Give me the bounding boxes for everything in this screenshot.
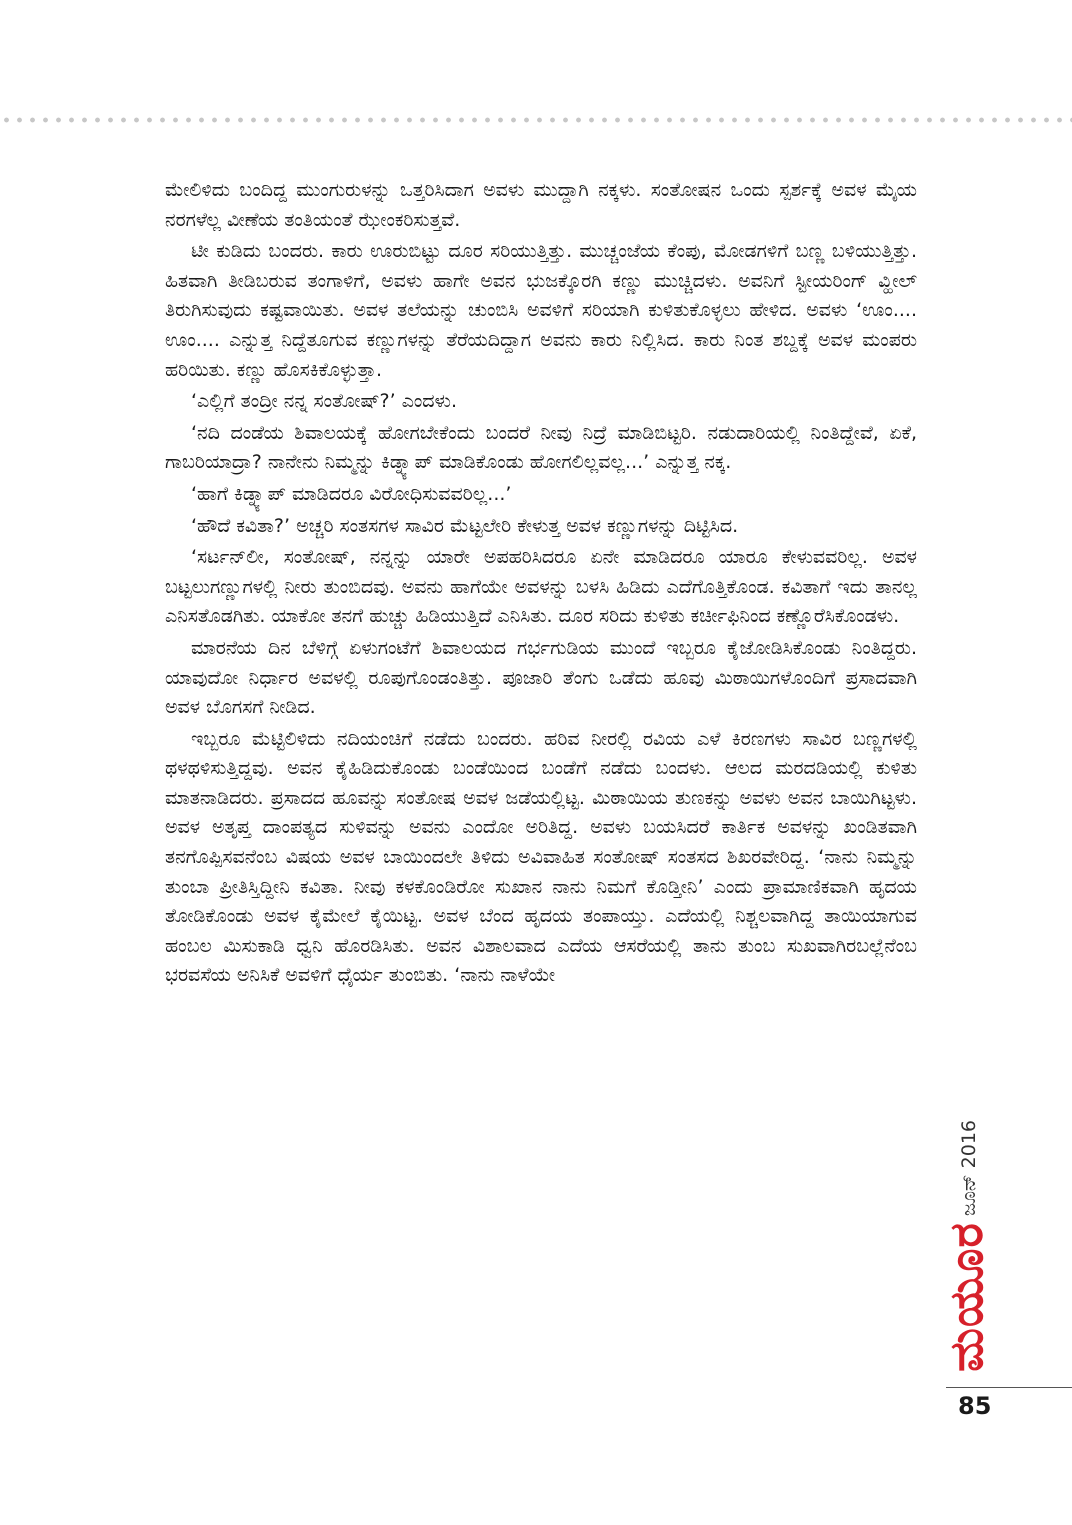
paragraph: ಟೀ ಕುಡಿದು ಬಂದರು. ಕಾರು ಊರುಬಿಟ್ಟು ದೂರ ಸರಿಯುತ್ತಿತ್ತು. ಮುಚ್ಚಂಜೆಯ ಕೆಂಪು, ಮೋಡಗಳಿಗೆ ಬಣ್ಣ ಬಳಿಯುತ್ತಿತ್ತು. ಹಿತವಾಗಿ ತೀಡಿಬರುವ ತಂಗಾಳಿಗೆ, ಅವಳು ಹಾಗೇ ಅವನ ಭುಜಕ್ಕೊರಗಿ ಕಣ್ಣು ಮುಚ್ಚಿದಳು. ಅವನಿಗೆ ಸ್ಟೀಯರಿಂಗ್ ವ್ಹೀಲ್ ತಿರುಗಿಸುವುದು ಕಷ್ಟವಾಯಿತು. ಅವಳ ತಲೆಯನ್ನು ಚುಂಬಿಸಿ ಅವಳಿಗೆ ಸರಿಯಾಗಿ ಕುಳಿತುಕೊಳ್ಳಲು ಹೇಳಿದ. ಅವಳು ‘ಊಂ.... ಊಂ.... ಎನ್ನುತ್ತ ನಿದ್ದೆತೂಗುವ ಕಣ್ಣುಗಳನ್ನು ತೆರೆಯದಿದ್ದಾಗ ಅವನು ಕಾರು ನಿಲ್ಲಿಸಿದ. ಕಾರು ನಿಂತ ಶಬ್ದಕ್ಕೆ ಅವಳ ಮಂಪರು ಹರಿಯಿತು. ಕಣ್ಣು ಹೊಸಕಿಕೊಳ್ಳುತ್ತಾ. [165,240,917,381]
dialogue-line: ‘ಎಲ್ಲಿಗೆ ತಂದ್ರೀ ನನ್ನ ಸಂತೋಷ್?’ ಎಂದಳು. [191,390,457,413]
paragraph: ಮಾರನೆಯ ದಿನ ಬೆಳಿಗ್ಗೆ ಏಳುಗಂಟೆಗೆ ಶಿವಾಲಯದ ಗರ್ಭಗುಡಿಯ ಮುಂದೆ ಇಬ್ಬರೂ ಕೈಜೋಡಿಸಿಕೊಂಡು ನಿಂತಿದ್ದರು. ಯಾವುದೋ ನಿರ್ಧಾರ ಅವಳಲ್ಲಿ ರೂಪುಗೊಂಡಂತಿತ್ತು. ಪೂಜಾರಿ ತೆಂಗು ಒಡೆದು ಹೂವು ಮಿಠಾಯಿಗಳೊಂದಿಗೆ ಪ್ರಸಾದವಾಗಿ ಅವಳ ಬೊಗಸಗೆ ನೀಡಿದ. [165,636,917,719]
article-body [165,176,917,993]
magazine-logo [940,1222,994,1372]
dialogue-line: ‘ಹೌದೆ ಕವಿತಾ?’ ಅಚ್ಚರಿ ಸಂತಸಗಳ ಸಾವಿರ ಮೆಟ್ಟಲೇರಿ ಕೇಳುತ್ತ ಅವಳ ಕಣ್ಣುಗಳನ್ನು ದಿಟ್ಟಿಸಿದ. [191,514,739,537]
magazine-logo-text: ಮಯೂರ [939,1222,994,1372]
paragraph: ಇಬ್ಬರೂ ಮೆಟ್ಟಿಲಿಳಿದು ನದಿಯಂಚಿಗೆ ನಡೆದು ಬಂದರು. ಹರಿವ ನೀರಲ್ಲಿ ರವಿಯ ಎಳೆ ಕಿರಣಗಳು ಸಾವಿರ ಬಣ್ಣಗಳಲ್ಲಿ ಥಳಥಳಿಸುತ್ತಿದ್ದವು. ಅವನ ಕೈಹಿಡಿದುಕೊಂಡು ಬಂಡೆಯಿಂದ ಬಂಡೆಗೆ ನಡೆದು ಬಂದಳು. ಆಲದ ಮರದಡಿಯಲ್ಲಿ ಕುಳಿತು ಮಾತನಾಡಿದರು. ಪ್ರಸಾದದ ಹೂವನ್ನು ಸಂತೋಷ ಅವಳ ಜಡೆಯಲ್ಲಿಟ್ಟ. ಮಿಠಾಯಿಯ ತುಣಕನ್ನು ಅವಳು ಅವನ ಬಾಯಿಗಿಟ್ಟಳು. ಅವಳ ಅತೃಪ್ತ ದಾಂಪತ್ಯದ ಸುಳಿವನ್ನು ಅವನು ಎಂದೋ ಅರಿತಿದ್ದ. ಅವಳು ಬಯಸಿದರೆ ಕಾರ್ತಿಕ ಅವಳನ್ನು ಖಂಡಿತವಾಗಿ ತನಗೊಪ್ಪಿಸವನೆಂಬ ವಿಷಯ ಅವಳ ಬಾಯಿಂದಲೇ ತಿಳಿದು ಅವಿವಾಹಿತ ಸಂತೋಷ್ ಸಂತಸದ ಶಿಖರವೇರಿದ್ದ. ‘ನಾನು ನಿಮ್ಮನ್ನು ತುಂಬಾ ಪ್ರೀತಿಸ್ತಿದ್ದೀನಿ ಕವಿತಾ. ನೀವು ಕಳಕೊಂಡಿರೋ ಸುಖಾನ ನಾನು ನಿಮಗೆ ಕೊಡ್ತೀನಿ’ ಎಂದು ಪ್ರಾಮಾಣಿಕವಾಗಿ ಹೃದಯ ತೋಡಿಕೊಂಡು ಅವಳ ಕೈಮೇಲೆ ಕೈಯಿಟ್ಟ. ಅವಳ ಬೆಂದ ಹೃದಯ ತಂಪಾಯ್ತು. ಎದೆಯಲ್ಲಿ ನಿಶ್ಚಲವಾಗಿದ್ದ ತಾಯಿಯಾಗುವ ಹಂಬಲ ಮಿಸುಕಾಡಿ ಧ್ವನಿ ಹೊರಡಿಸಿತು. ಅವನ ವಿಶಾಲವಾದ ಎದೆಯ ಆಸರೆಯಲ್ಲಿ ತಾನು ತುಂಬ ಸುಖವಾಗಿರಬಲ್ಲೆನೆಂಬ ಭರವಸೆಯ ಅನಿಸಿಕೆ ಅವಳಿಗೆ ಧೈರ್ಯ ತುಂಬಿತು. ‘ನಾನು ನಾಳೆಯೇ [165,727,917,987]
paragraph: ಮೇಲಿಳಿದು ಬಂದಿದ್ದ ಮುಂಗುರುಳನ್ನು ಒತ್ತರಿಸಿದಾಗ ಅವಳು ಮುದ್ದಾಗಿ ನಕ್ಕಳು. ಸಂತೋಷನ ಒಂದು ಸ್ಪರ್ಶಕ್ಕೆ ಅವಳ ಮೈಯ ನರಗಳೆಲ್ಲ ವೀಣೆಯ ತಂತಿಯಂತೆ ಝೇಂಕರಿಸುತ್ತವೆ. [165,179,917,231]
dialogue-line: ‘ಸರ್ಟನ್‌ಲೀ, ಸಂತೋಷ್, ನನ್ನನ್ನು ಯಾರೇ ಅಪಹರಿಸಿದರೂ ಏನೇ ಮಾಡಿದರೂ ಯಾರೂ ಕೇಳುವವರಿಲ್ಲ. ಅವಳ ಬಟ್ಟಲುಗಣ್ಣುಗಳಲ್ಲಿ ನೀರು ತುಂಬಿದವು. ಅವನು ಹಾಗೆಯೇ ಅವಳನ್ನು ಬಳಸಿ ಹಿಡಿದು ಎದೆಗೊತ್ತಿಕೊಂಡ. ಕವಿತಾಗೆ ಇದು ತಾನಲ್ಲ ಎನಿಸತೊಡಗಿತು. ಯಾಕೋ ತನಗೆ ಹುಚ್ಚು ಹಿಡಿಯುತ್ತಿದೆ ಎನಿಸಿತು. ದೂರ ಸರಿದು ಕುಳಿತು ಕರ್ಚೀಫಿನಿಂದ ಕಣ್ಣೊರೆಸಿಕೊಂಡಳು. [165,546,917,628]
issue-date-text: ಜೂನ್ 2016 [958,1119,981,1217]
page-number: 85 [958,1392,992,1420]
issue-date [952,1118,986,1218]
dialogue-line: ‘ಹಾಗೆ ಕಿಡ್ನ್ಯಾಪ್ ಮಾಡಿದರೂ ವಿರೋಧಿಸುವವರಿಲ್ಲ...’ [191,482,512,505]
dialogue-line: ‘ನದಿ ದಂಡೆಯ ಶಿವಾಲಯಕ್ಕೆ ಹೋಗಬೇಕೆಂದು ಬಂದರೆ ನೀವು ನಿದ್ರೆ ಮಾಡಿಬಿಟ್ಟರಿ. ನಡುದಾರಿಯಲ್ಲಿ ನಿಂತಿದ್ದೇವೆ, ಏಕೆ, ಗಾಬರಿಯಾದ್ರಾ? ನಾನೇನು ನಿಮ್ಮನ್ನು ಕಿಡ್ನ್ಯಾಪ್ ಮಾಡಿಕೊಂಡು ಹೋಗಲಿಲ್ಲವಲ್ಲ...’ ಎನ್ನುತ್ತ ನಕ್ಕ. [165,421,917,474]
dotted-divider [0,116,1072,124]
page-number-rule [946,1387,1072,1388]
